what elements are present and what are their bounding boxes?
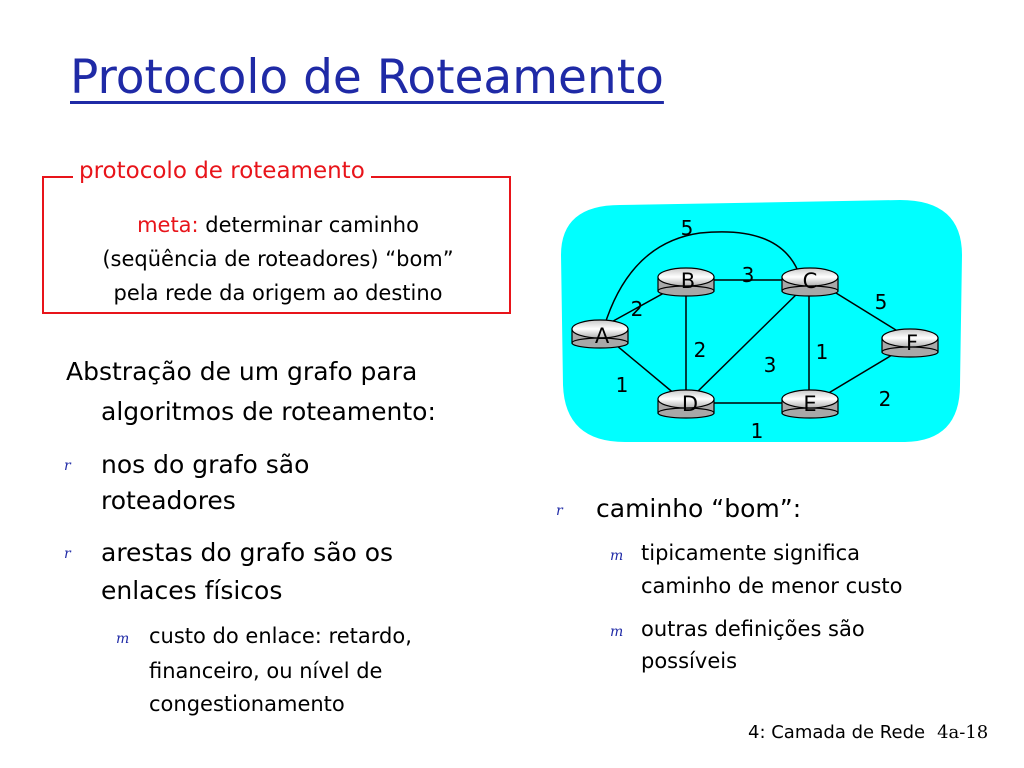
sub-cost-line-3: congestionamento <box>149 692 345 716</box>
footer-chapter: 4: Camada de Rede <box>748 722 926 743</box>
node-label-b: B <box>680 269 696 293</box>
slide-title: Protocolo de Roteamento <box>70 50 664 105</box>
weight-c-f: 5 <box>874 290 888 314</box>
weight-a-c: 5 <box>680 216 694 240</box>
weight-d-e: 1 <box>750 419 764 443</box>
goal-line-1-text: determinar caminho <box>198 213 419 237</box>
node-label-e: E <box>803 392 817 416</box>
node-label-d: D <box>681 392 699 416</box>
goal-line-1 <box>48 208 508 242</box>
weight-b-c: 3 <box>741 263 755 287</box>
bullet-marker: r <box>556 503 563 519</box>
sub-typical-line-2: caminho de menor custo <box>641 574 903 598</box>
sub-cost-line-1: custo do enlace: retardo, <box>149 624 412 648</box>
intro-line-2: algoritmos de roteamento: <box>101 397 436 426</box>
goal-line-3: pela rede da origem ao destino <box>113 281 443 305</box>
node-label-a: A <box>594 324 610 348</box>
slide-footer <box>748 722 988 743</box>
sub-other-line-2: possíveis <box>641 649 738 673</box>
network-cloud <box>561 200 962 442</box>
node-label-c: C <box>802 269 818 293</box>
bullet-nodes-line-1: nos do grafo são <box>101 450 310 479</box>
bullet-edges-line-2: enlaces físicos <box>101 576 283 605</box>
weight-c-d: 3 <box>763 353 777 377</box>
sub-bullet-marker: m <box>610 548 624 564</box>
weight-a-d: 1 <box>615 373 629 397</box>
weight-a-b: 2 <box>630 297 644 321</box>
sub-other-line-1: outras definições são <box>641 617 865 641</box>
weight-c-e: 1 <box>815 340 829 364</box>
weight-e-f: 2 <box>878 387 892 411</box>
sub-typical-line-1: tipicamente significa <box>641 541 861 565</box>
intro-line-1: Abstração de um grafo para <box>66 357 418 386</box>
bullet-nodes-line-2: roteadores <box>101 486 236 515</box>
network-graph <box>560 195 970 445</box>
routing-protocol-goal <box>48 208 508 310</box>
goal-line-2: (seqüência de roteadores) “bom” <box>102 247 454 271</box>
weight-b-d: 2 <box>693 338 707 362</box>
bullet-marker: r <box>64 458 71 474</box>
routing-protocol-box-label: protocolo de roteamento <box>73 158 371 184</box>
bullet-marker: r <box>64 546 71 562</box>
footer-page-number: 4a-18 <box>937 722 989 743</box>
bullet-good-path: caminho “bom”: <box>596 494 802 523</box>
sub-bullet-marker: m <box>116 631 130 647</box>
sub-cost-line-2: financeiro, ou nível de <box>149 659 383 683</box>
goal-meta-label: meta: <box>137 213 199 237</box>
bullet-edges-line-1: arestas do grafo são os <box>101 538 394 567</box>
sub-bullet-marker: m <box>610 624 624 640</box>
node-label-f: F <box>905 331 919 355</box>
